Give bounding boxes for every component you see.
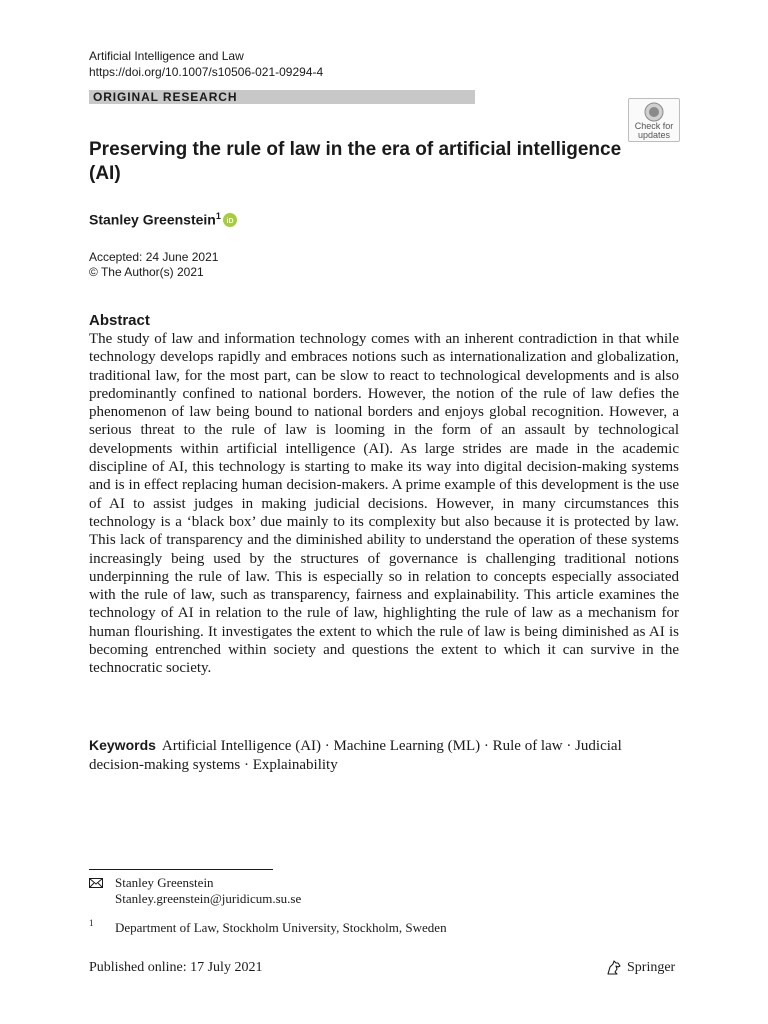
keywords-block <box>89 736 679 775</box>
envelope-icon <box>89 878 103 888</box>
author-affiliation-mark: 1 <box>215 211 221 221</box>
accepted-date: Accepted: 24 June 2021 <box>89 250 219 264</box>
author-name[interactable]: Stanley Greenstein <box>89 211 216 228</box>
journal-name: Artificial Intelligence and Law <box>89 49 244 63</box>
check-for-updates-badge[interactable] <box>628 98 680 142</box>
check-updates-text: Check for updates <box>634 121 674 140</box>
corresponding-author-name: Stanley Greenstein <box>115 875 214 890</box>
affiliation-number: 1 <box>89 918 94 928</box>
published-online-date: Published online: 17 July 2021 <box>89 960 263 975</box>
check-updates-icon <box>644 102 664 122</box>
copyright-notice: © The Author(s) 2021 <box>89 265 204 279</box>
keywords-text: Artificial Intelligence (AI) · Machine Learning (ML) · Rule of law · Judicial decision-making systems · Explainability <box>89 738 622 773</box>
springer-horse-icon <box>605 959 623 977</box>
section-label-bar <box>89 90 475 104</box>
corresponding-author-email[interactable]: Stanley.greenstein@juridicum.su.se <box>115 891 302 906</box>
publisher-name: Springer <box>627 960 676 975</box>
abstract-heading: Abstract <box>89 312 150 329</box>
footnote-divider <box>89 869 273 870</box>
section-label: ORIGINAL RESEARCH <box>93 90 238 104</box>
affiliation-text: Department of Law, Stockholm University, Stockholm, Sweden <box>115 920 447 935</box>
keywords-label: Keywords <box>89 737 156 753</box>
article-title: Preserving the rule of law in the era of artificial intelligence (AI) <box>89 139 622 184</box>
orcid-icon[interactable] <box>223 213 237 227</box>
abstract-text: The study of law and information technology comes with an inherent contradiction in that while technology develops rapidly and embraces notions such as internationalization and globalization, traditional law, for the most part, can be slow to react to technological developments and is also predominantly confined to national borders. However, the notion of the rule of law defies the phenomenon of law being bound to national borders and enjoys global recognition. However, a serious threat to the rule of law is looming in the form of an assault by technological developments within artificial intelligence (AI). As large strides are made in the academic discipline of AI, this technology is starting to make its way into digital decision-making systems and is in effect replacing human decision-makers. A prime example of this development is the use of AI to assist judges in making judicial decisions. However, in many circumstances this technology is a ‘black box’ due mainly to its complexity but also because it is protected by law. This lack of transparency and the diminished ability to understand the operation of these systems increasingly being used by the structures of governance is challenging traditional notions underpinning the rule of law. This is especially so in relation to concepts especially associated with the rule of law, such as transparency, fairness and explainability. This article examines the technology of AI in relation to the rule of law, highlighting the rule of law as a mechanism for human flourishing. It investigates the extent to which the rule of law is being diminished as AI is becoming entrenched within society and questions the extent to which it can survive in the technocratic society. <box>89 331 679 677</box>
publisher-logo[interactable] <box>605 958 675 978</box>
svg-text:iD: iD <box>226 217 234 225</box>
author-line <box>89 207 237 229</box>
doi-link[interactable]: https://doi.org/10.1007/s10506-021-09294-4 <box>89 65 324 79</box>
